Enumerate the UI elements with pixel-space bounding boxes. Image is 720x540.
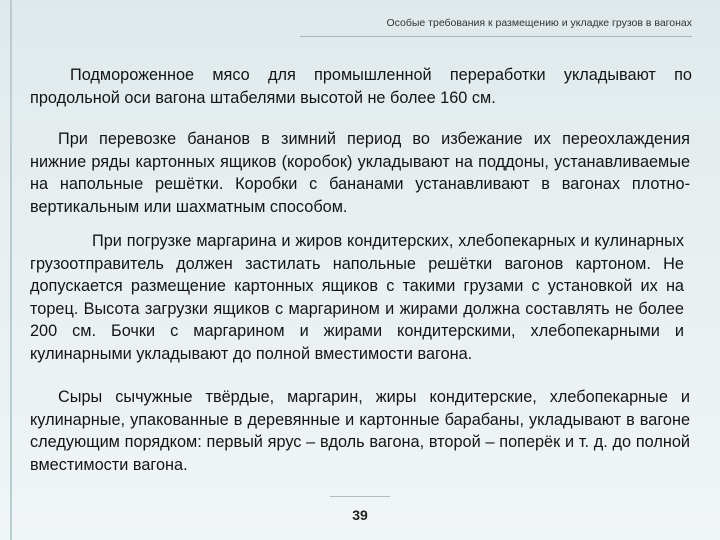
paragraph-margarine [30,230,684,365]
paragraph-bananas [30,128,690,218]
paragraph-cheese [30,386,690,476]
paragraph-text: Подмороженное мясо для промышленной переработки укладывают по продольной оси вагона штабелями высотой не более 160 см. [30,66,692,107]
left-margin-line [10,0,12,540]
header-rule [300,36,692,37]
paragraph-text: При перевозке бананов в зимний период во избежание их переохлаждения нижние ряды картонных ящиков (коробок) укладывают на поддоны, устанавливаемые на напольные решётки. Коробки с бананами устанавливают в вагонах плотно-вертикальным или шахматным способом. [30,130,690,216]
header-title: Особые требования к размещению и укладке грузов в вагонах [386,17,692,29]
paragraph-text: Сыры сычужные твёрдые, маргарин, жиры кондитерские, хлебопекарные и кулинарные, упакованные в деревянные и картонные барабаны, укладывают в вагоне следующим порядком: первый ярус – вдоль вагона, второй – поперёк и т. д. до полной вместимости вагона. [30,388,690,474]
paragraph-text: При погрузке маргарина и жиров кондитерских, хлебопекарных и кулинарных грузоотправитель должен застилать напольные решётки вагонов картоном. Не допускается размещение картонных ящиков с такими грузами с установкой их на торец. Высота загрузки ящиков с маргарином и жирами должна составлять не более 200 см. Бочки с маргарином и жирами кондитерскими, хлебопекарными и кулинарными укладывают до полной вместимости вагона. [30,232,684,363]
paragraph-frozen-meat [30,64,692,109]
page-number: 39 [352,507,368,523]
